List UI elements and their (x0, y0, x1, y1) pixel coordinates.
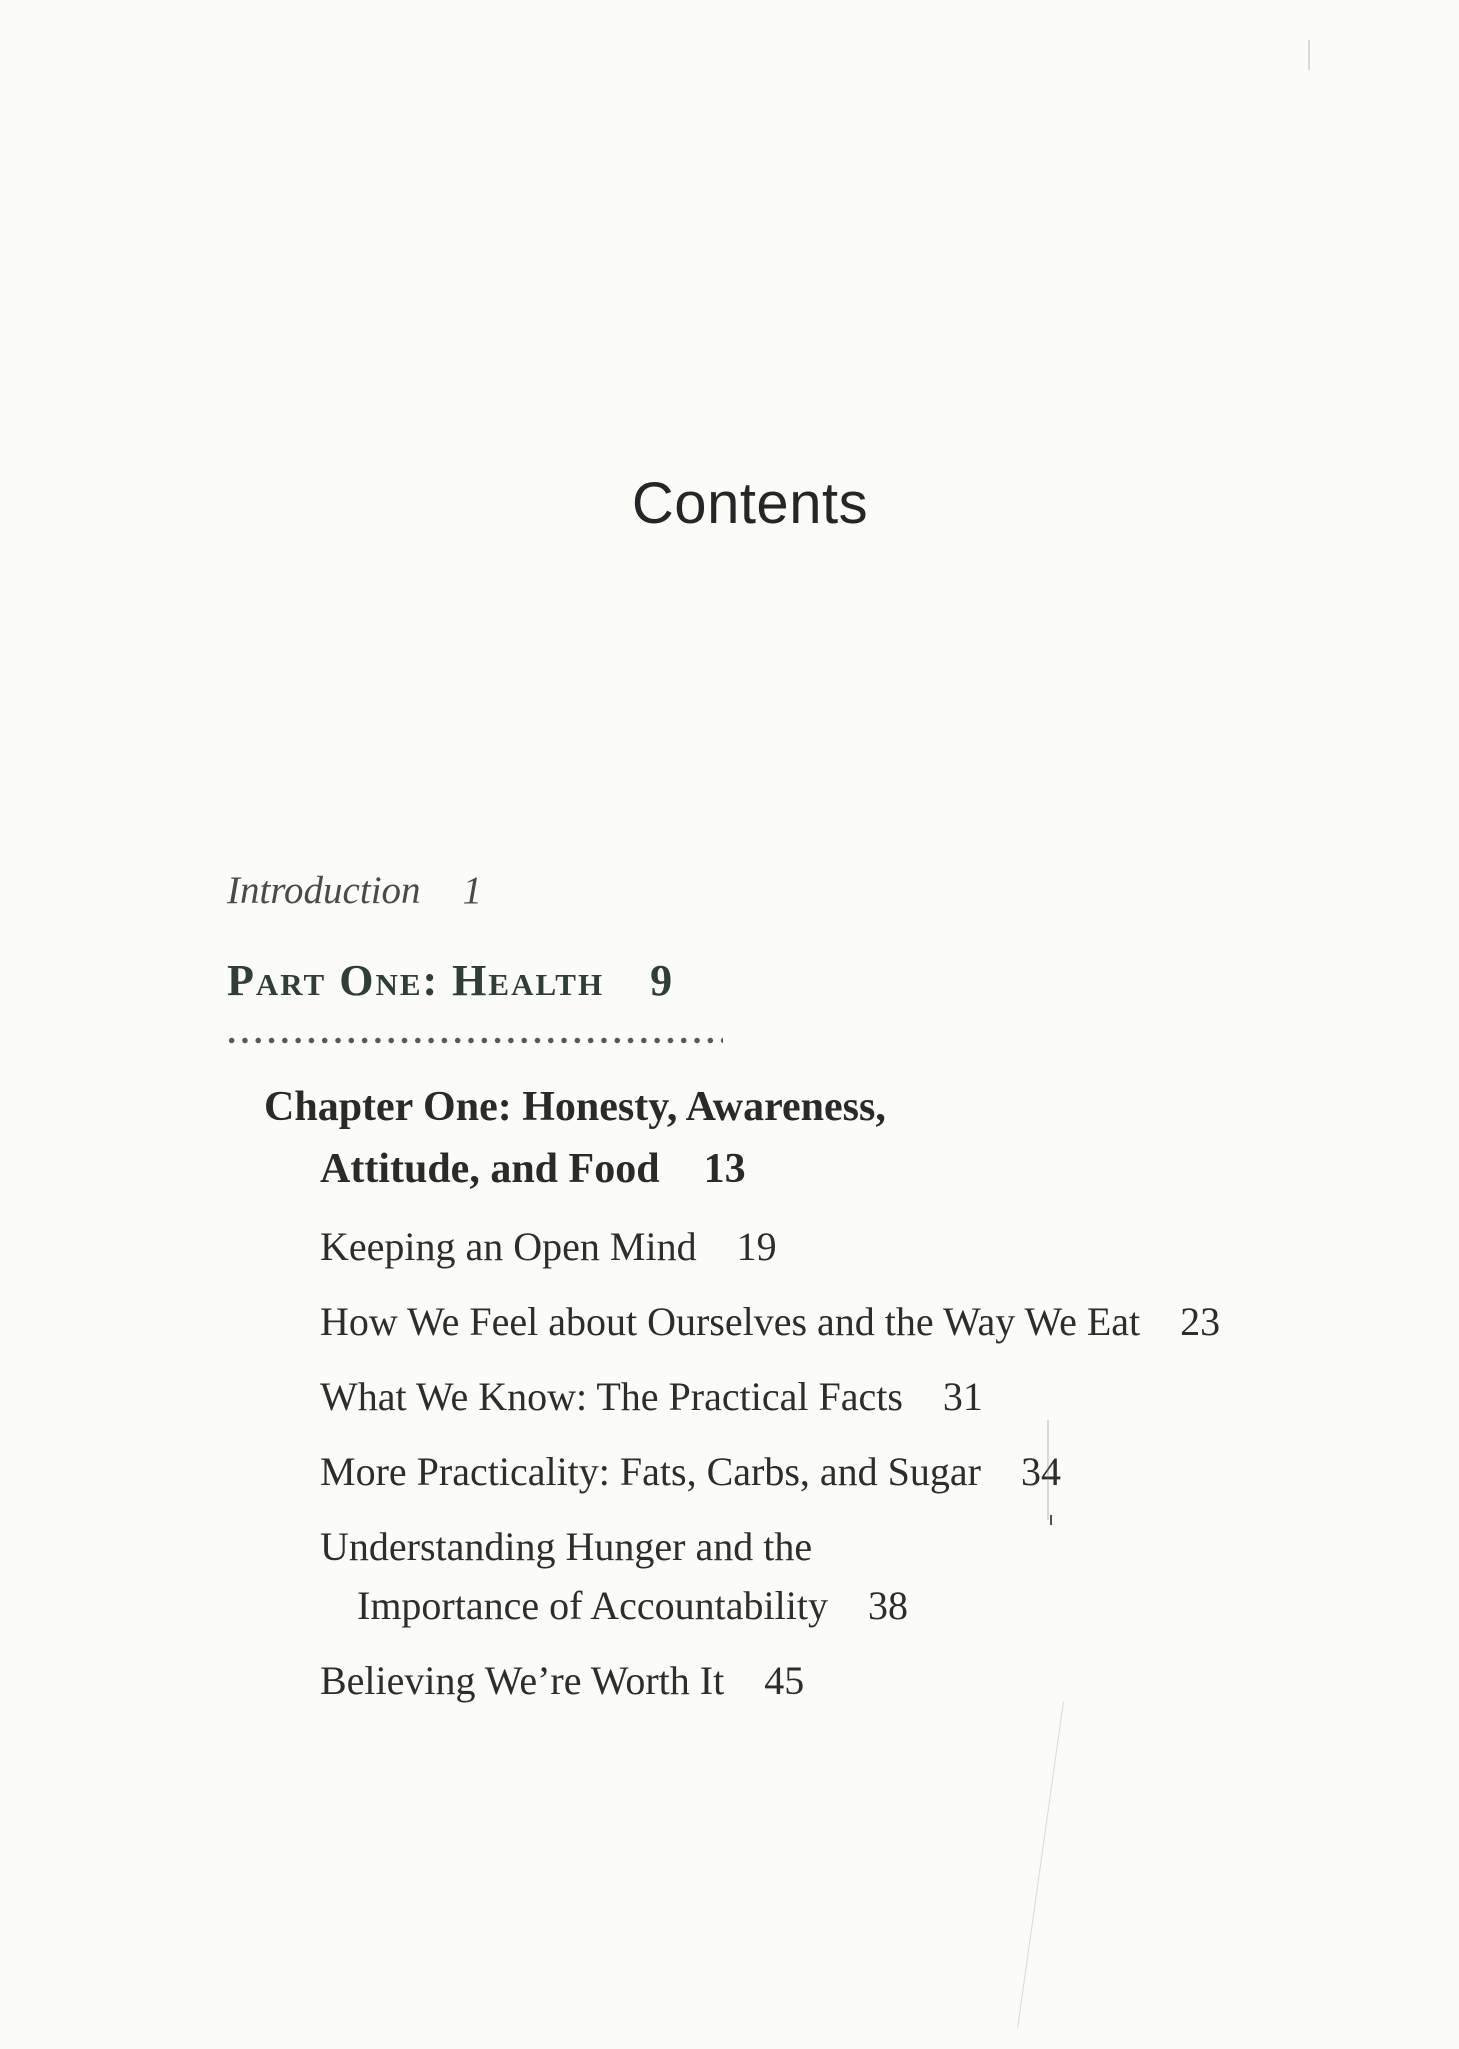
toc-chapter-line-1[interactable] (264, 1083, 886, 1131)
toc-section-entry[interactable] (320, 1448, 1061, 1495)
toc-section-label: Keeping an Open Mind (320, 1224, 697, 1269)
toc-page-number: 1 (462, 869, 483, 912)
toc-section-entry-line-2[interactable] (357, 1582, 908, 1629)
toc-page-number: 38 (867, 1583, 908, 1628)
page-title: Contents (631, 471, 869, 536)
toc-section-entry[interactable] (320, 1657, 804, 1704)
toc-section-label: More Practicality: Fats, Carbs, and Sugar (320, 1449, 981, 1494)
toc-page-number: 9 (650, 956, 675, 1005)
toc-section-label: Importance of Accountability (357, 1583, 828, 1628)
toc-section-entry[interactable] (320, 1298, 1220, 1345)
toc-chapter-label: Attitude, and Food (320, 1146, 660, 1192)
toc-chapter-label: Chapter One: Honesty, Awareness, (264, 1084, 886, 1130)
toc-part-label: Part One: Health (227, 956, 605, 1005)
scan-artifact-line (1047, 1420, 1049, 1520)
toc-page-number: 31 (942, 1374, 983, 1419)
toc-section-label: Understanding Hunger and the (320, 1524, 813, 1569)
scan-artifact-line (1050, 1515, 1052, 1525)
toc-entry-introduction[interactable] (227, 868, 482, 913)
toc-page-number: 19 (736, 1224, 777, 1269)
toc-part-heading[interactable] (227, 955, 674, 1006)
toc-entry-label: Introduction (227, 869, 421, 912)
toc-section-entry-line-1[interactable] (320, 1523, 812, 1570)
toc-section-label: How We Feel about Ourselves and the Way We Eat (320, 1299, 1141, 1344)
scan-artifact-line (1308, 40, 1310, 70)
toc-page-number: 23 (1180, 1299, 1221, 1344)
scan-artifact-line (1017, 1702, 1064, 2029)
toc-chapter-line-2[interactable] (320, 1145, 746, 1193)
toc-page-number: 13 (703, 1146, 746, 1192)
toc-page-number: 45 (764, 1658, 805, 1703)
dotted-rule-divider (225, 1036, 723, 1045)
toc-section-label: Believing We’re Worth It (320, 1658, 725, 1703)
toc-section-entry[interactable] (320, 1223, 777, 1270)
toc-section-entry[interactable] (320, 1373, 983, 1420)
toc-section-label: What We Know: The Practical Facts (320, 1374, 903, 1419)
toc-page-number: 34 (1020, 1449, 1061, 1494)
